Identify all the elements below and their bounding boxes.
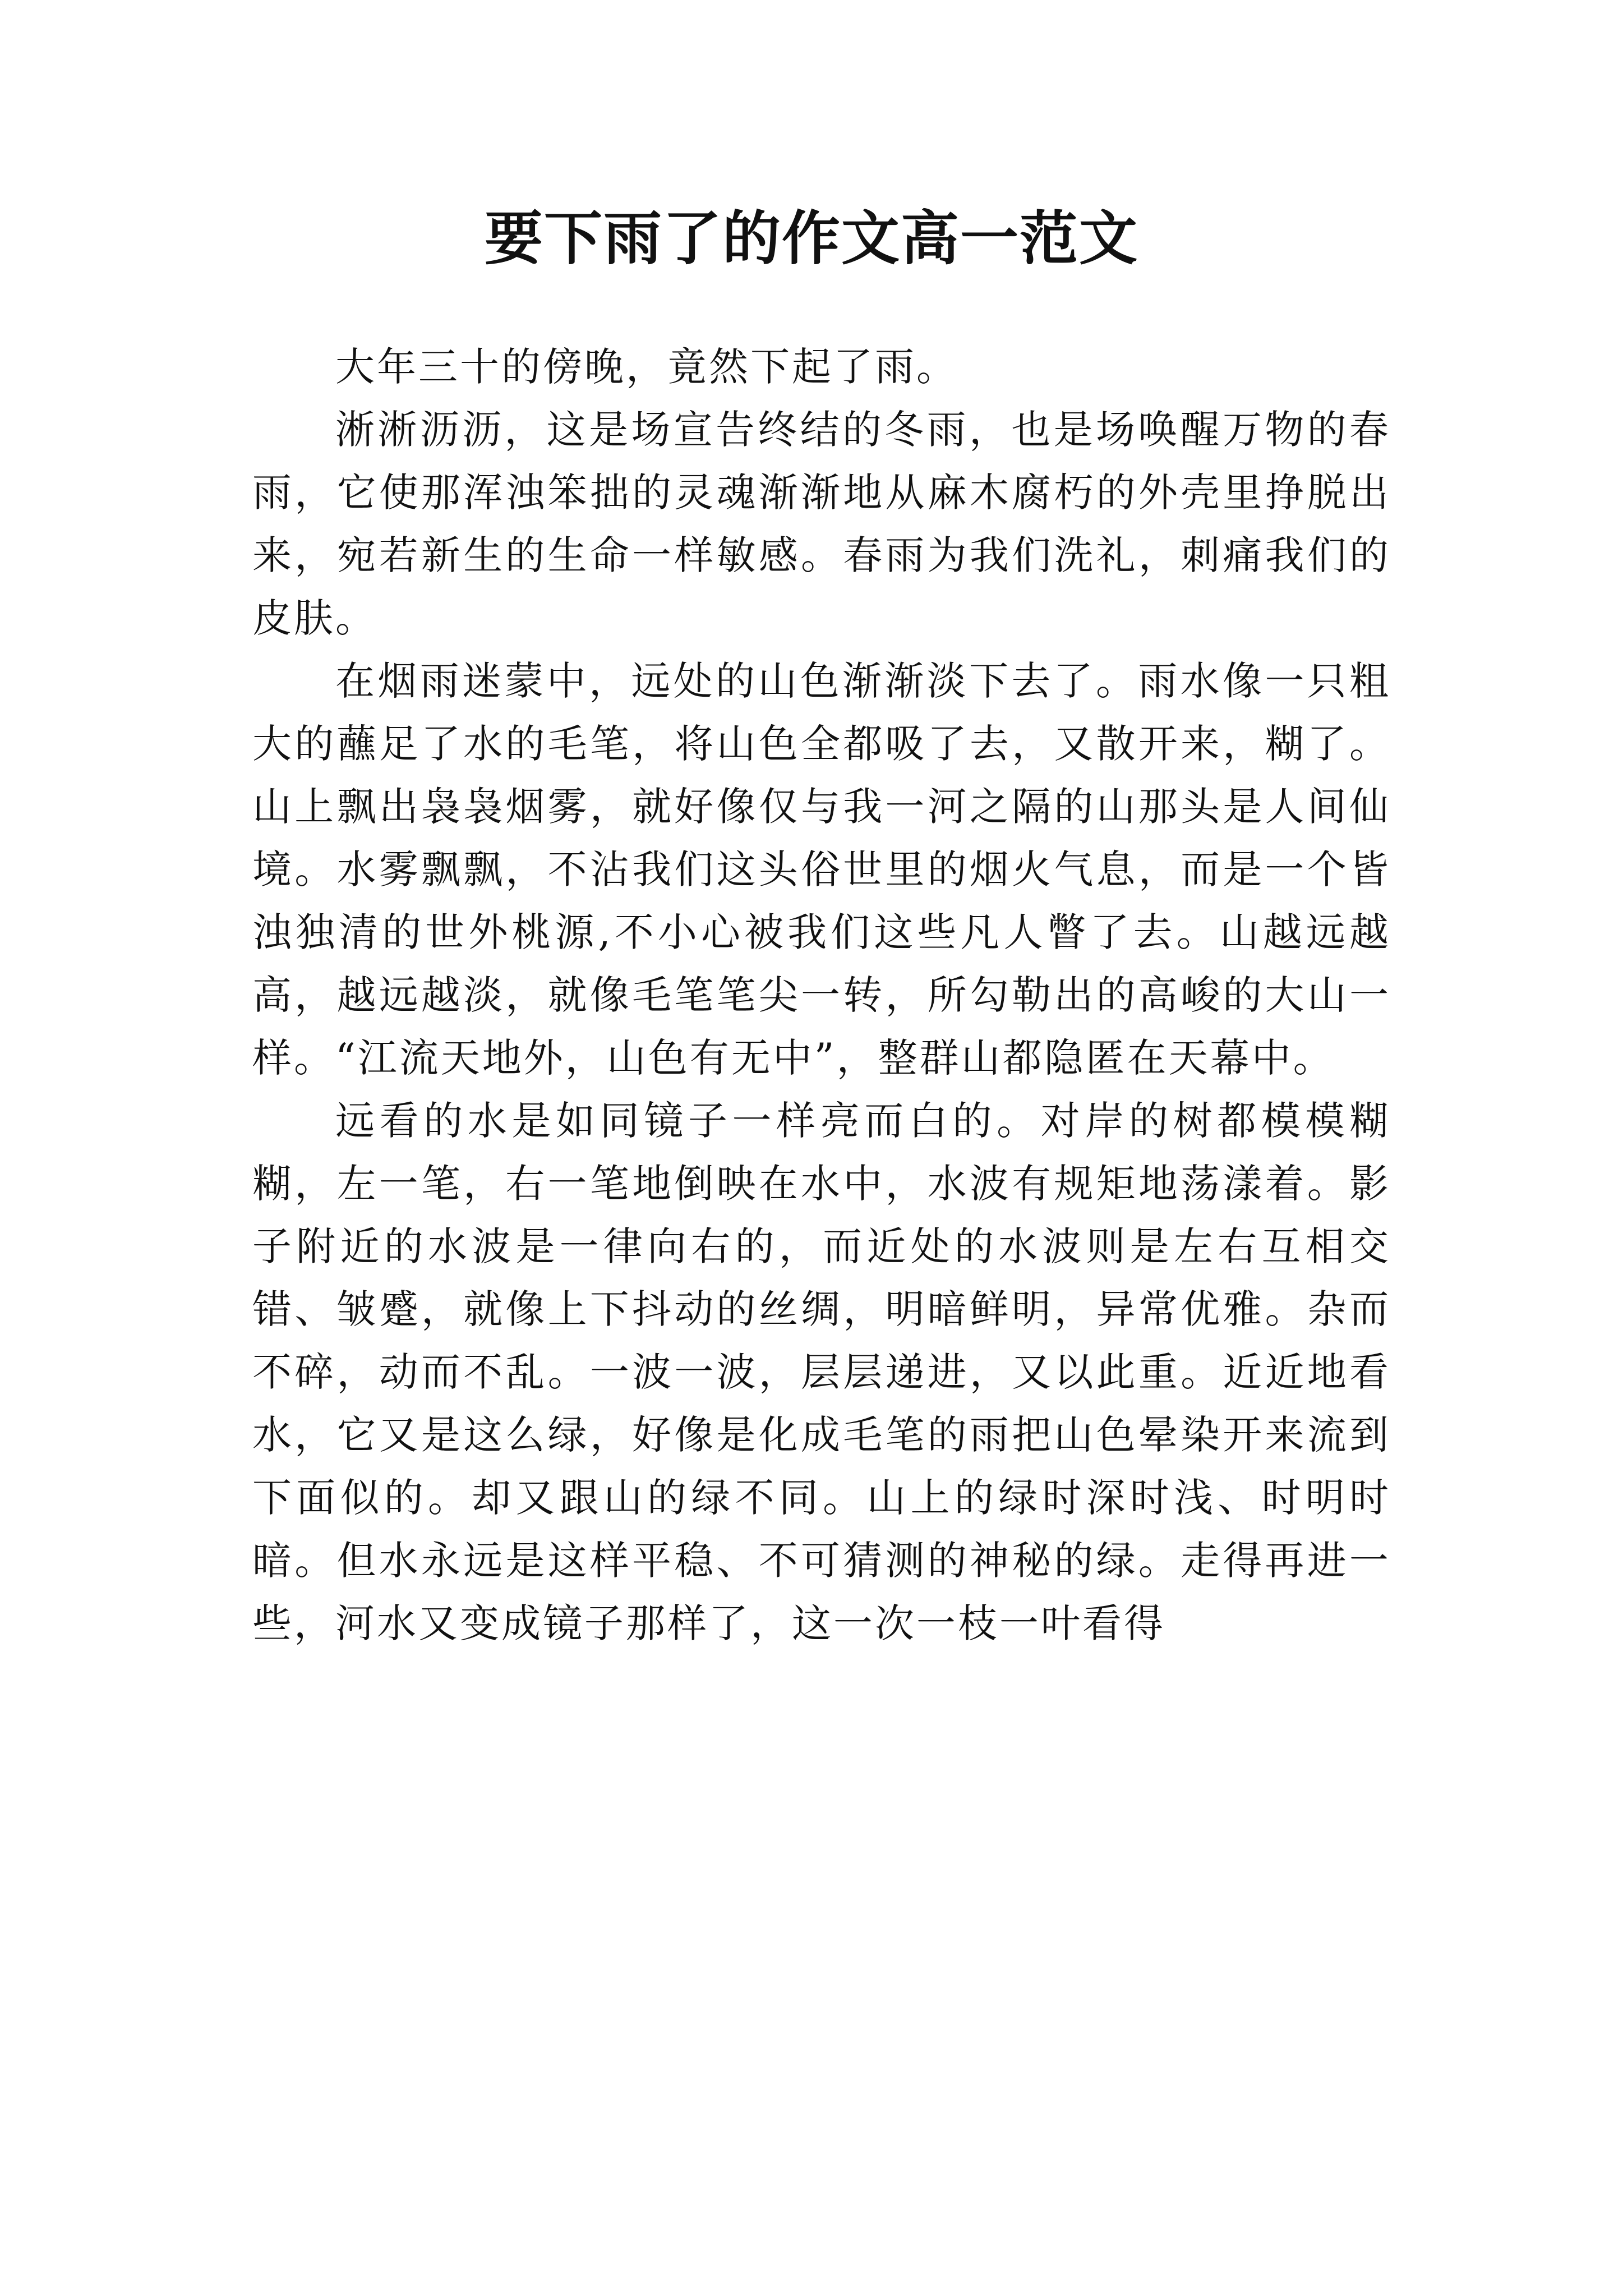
paragraph-3: 在烟雨迷蒙中，远处的山色渐渐淡下去了。雨水像一只粗大的蘸足了水的毛笔，将山色全都吸了去，又散开来，糊了。山上飘出袅袅烟雾，就好像仅与我一河之隔的山那头是人间仙境。水雾飘飘，不沾我们这头俗世里的烟火气息，而是一个皆浊独清的世外桃源,不小心被我们这些凡人瞥了去。山越远越高，越远越淡，就像毛笔笔尖一转，所勾勒出的高峻的大山一样。“江流天地外，山色有无中”，整群山都隐匿在天幕中。	[252, 658, 1391, 1081]
document-title: 要下雨了的作文高一范文	[484, 204, 1138, 273]
document-body	[252, 335, 1391, 1655]
paragraph-1: 大年三十的傍晚，竟然下起了雨。	[335, 344, 958, 390]
paragraph-4: 远看的水是如同镜子一样亮而白的。对岸的树都模模糊糊，左一笔，右一笔地倒映在水中，水波有规矩地荡漾着。影子附近的水波是一律向右的，而近处的水波则是左右互相交错、皱蹙，就像上下抖动的丝绸，明暗鲜明，异常优雅。杂而不碎，动而不乱。一波一波，层层递进，又以此重。近近地看水，它又是这么绿，好像是化成毛笔的雨把山色晕染开来流到下面似的。却又跟山的绿不同。山上的绿时深时浅、时明时暗。但水永远是这样平稳、不可猜测的神秘的绿。走得再进一些，河水又变成镜子那样了，这一次一枝一叶看得	[252, 1098, 1391, 1646]
paragraph-2: 淅淅沥沥，这是场宣告终结的冬雨，也是场唤醒万物的春雨，它使那浑浊笨拙的灵魂渐渐地从麻木腐朽的外壳里挣脱出来，宛若新生的生命一样敏感。春雨为我们洗礼，刺痛我们的皮肤。	[252, 407, 1391, 641]
